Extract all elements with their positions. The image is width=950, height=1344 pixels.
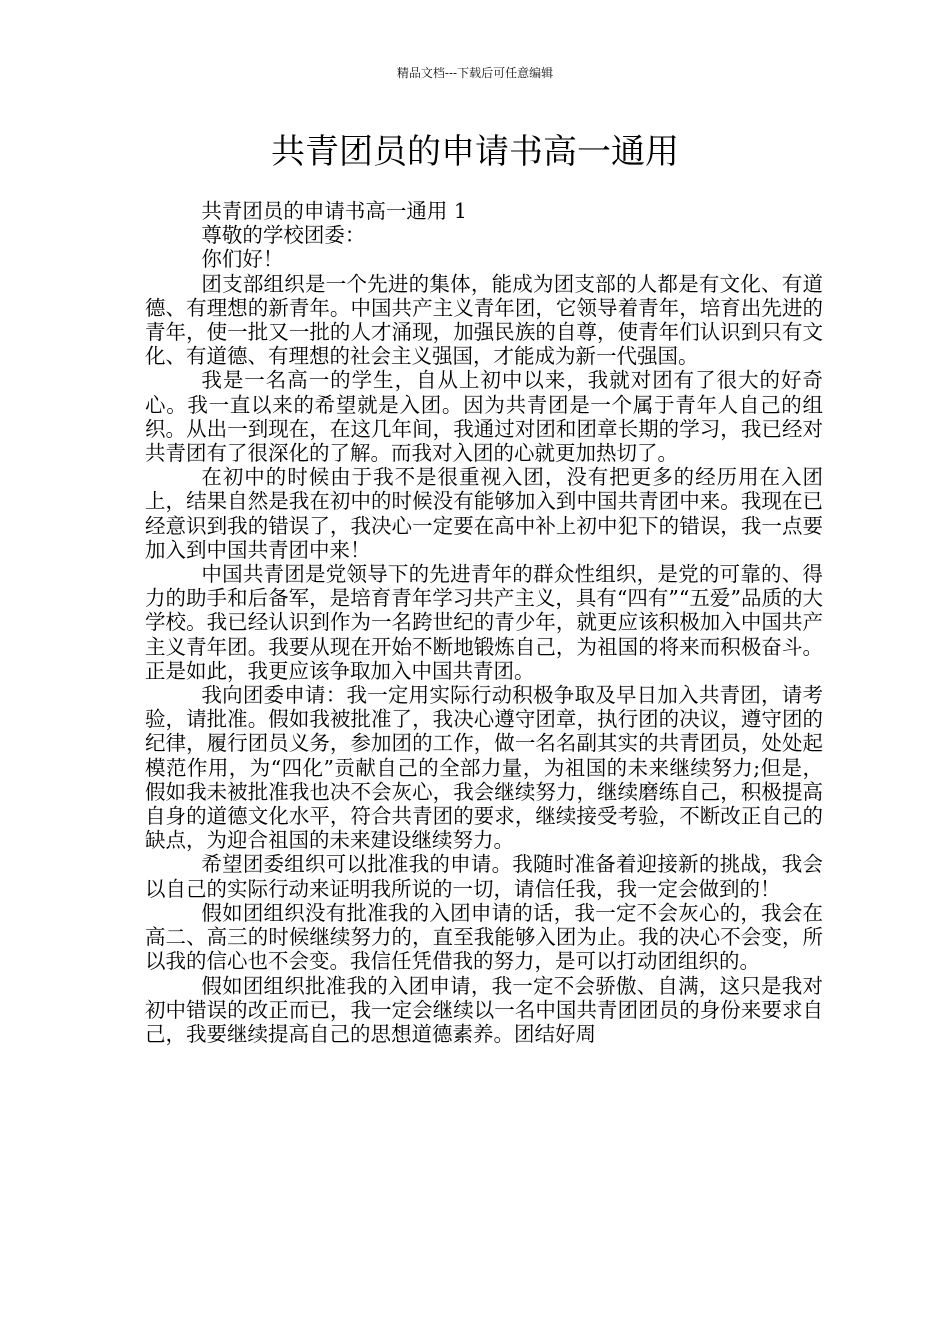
document-subtitle: 共青团员的申请书高一通用 1 xyxy=(201,199,467,223)
paragraph: 团支部组织是一个先进的集体，能成为团支部的人都是有文化、有道德、有理想的新青年。中国共产主义青年团，它领导着青年，培育出先进的青年，使一批又一批的人才涌现，加强民族的自尊，使青年们认识到只有文化、有道德、有理想的社会主义强国，才能成为新一代强国。 xyxy=(145,271,823,369)
page-header: 精品文档---下载后可任意编辑 xyxy=(396,66,554,80)
paragraph: 我向团委申请：我一定用实际行动积极争取及早日加入共青团，请考验，请批准。假如我被批准了，我决心遵守团章，执行团的决议，遵守团的纪律，履行团员义务，参加团的工作，做一名名副其实的共青团员，处处起模范作用，为“四化”贡献自己的全部力量，为祖国的未来继续努力;但是，假如我未被批准我也决不会灰心，我会继续努力，继续磨练自己，积极提高自身的道德文化水平，符合共青团的要求，继续接受考验，不断改正自己的缺点，为迎合祖国的未来建设继续努力。 xyxy=(145,683,823,853)
paragraph: 在初中的时候由于我不是很重视入团，没有把更多的经历用在入团上，结果自然是我在初中的时候没有能够加入到中国共青团中来。我现在已经意识到我的错误了，我决心一定要在高中补上初中犯下的错误，我一点要加入到中国共青团中来！ xyxy=(145,465,823,562)
paragraph: 希望团委组织可以批准我的申请。我随时准备着迎接新的挑战，我会以自己的实际行动来证明我所说的一切，请信任我，我一定会做到的！ xyxy=(145,852,823,901)
greeting: 你们好！ xyxy=(201,247,284,272)
document-body xyxy=(145,199,823,1046)
paragraph: 我是一名高一的学生，自从上初中以来，我就对团有了很大的好奇心。我一直以来的希望就是入团。因为共青团是一个属于青年人自己的组织。从出一到现在，在这几年间，我通过对团和团章长期的学习，我已经对共青团有了很深化的了解。而我对入团的心就更加热切了。 xyxy=(145,368,823,466)
paragraph: 中国共青团是党领导下的先进青年的群众性组织，是党的可靠的、得力的助手和后备军，是培育青年学习共产主义，具有“四有”“五爱”品质的大学校。我已经认识到作为一名跨世纪的青少年，就更应该积极加入中国共产主义青年团。我要从现在开始不断地锻炼自己，为祖国的将来而积极奋斗。正是如此，我更应该争取加入中国共青团。 xyxy=(145,562,823,683)
salutation: 尊敬的学校团委： xyxy=(201,223,366,248)
document-title: 共青团员的申请书高一通用 xyxy=(271,132,679,172)
paragraph: 假如团组织没有批准我的入团申请的话，我一定不会灰心的，我会在高二、高三的时候继续努力的，直至我能够入团为止。我的决心不会变，所以我的信心也不会变。我信任凭借我的努力，是可以打动团组织的。 xyxy=(145,900,823,974)
paragraph: 假如团组织批准我的入团申请，我一定不会骄傲、自满，这只是我对初中错误的改正而已，我一定会继续以一名中国共青团团员的身份来要求自己，我要继续提高自己的思想道德素养。团结好周 xyxy=(145,973,823,1046)
